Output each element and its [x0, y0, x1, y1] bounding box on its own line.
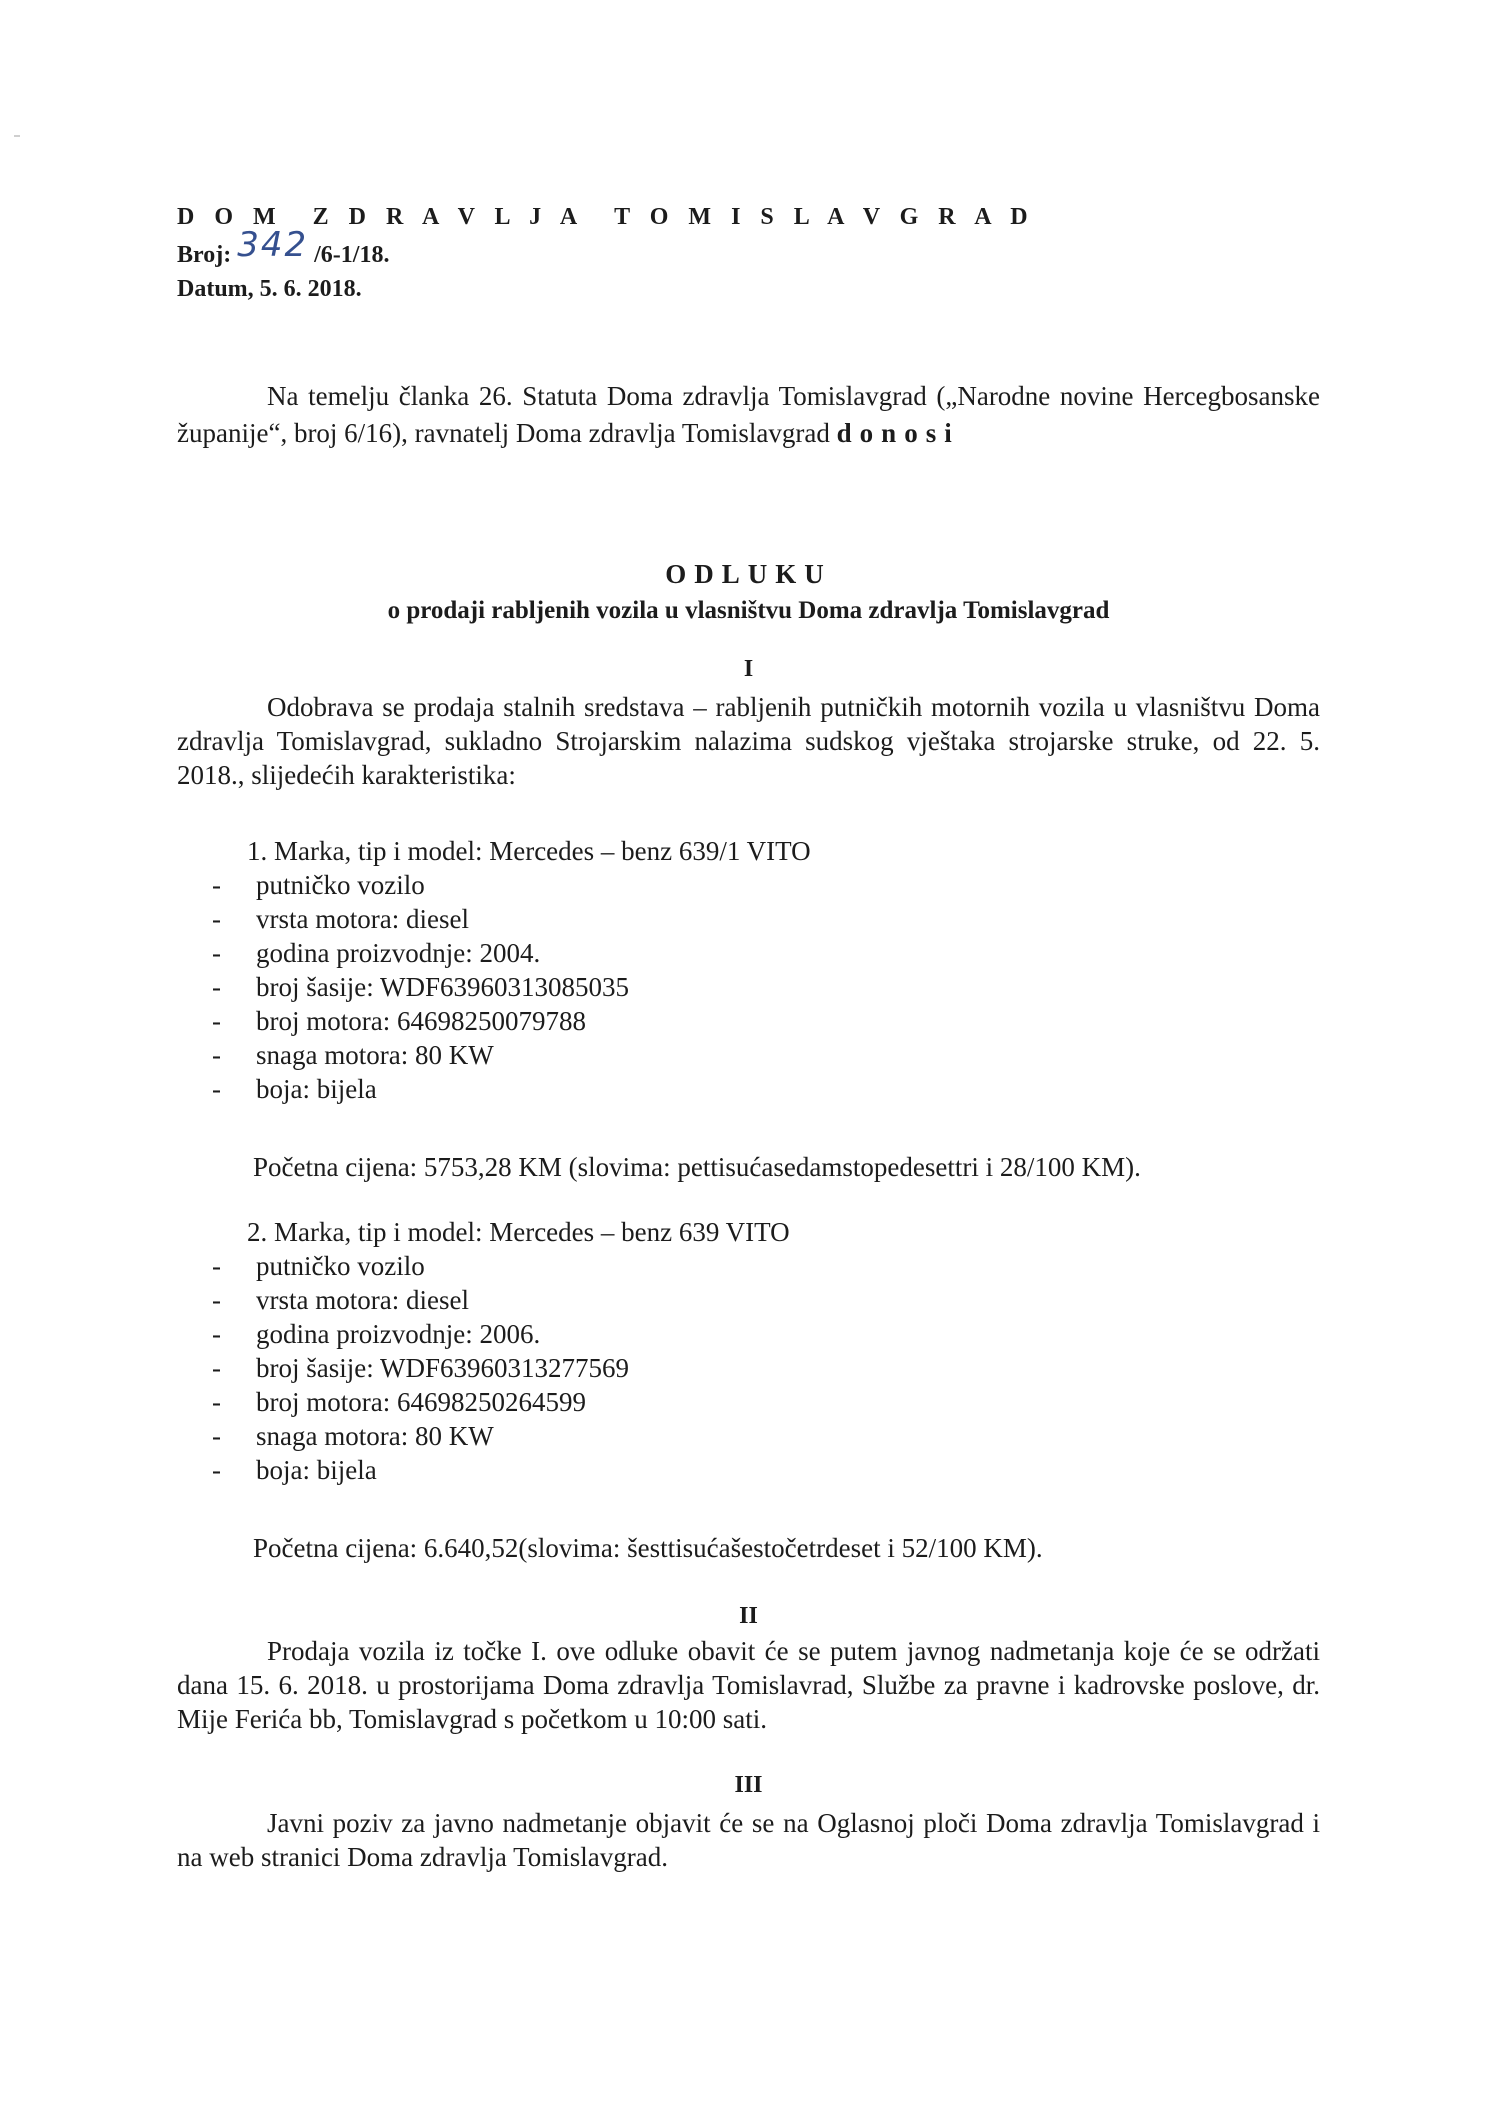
- section-numeral-2: II: [739, 1603, 758, 1629]
- section-numeral-1: I: [743, 656, 754, 682]
- intro-paragraph: [177, 378, 1320, 452]
- number-label: Broj:: [177, 242, 232, 268]
- vehicle-2-price: Početna cijena: 6.640,52(slovima: šesttisućašestočetrdeset i 52/100 KM).: [253, 1533, 1043, 1563]
- section-3-text: Javni poziv za javno nadmetanje objavit će se na Oglasnoj ploči Doma zdravlja Tomislavgrad i na web stranici Doma zdravlja Tomislavgrad.: [177, 1808, 1320, 1872]
- vehicle-attribute: - boja: bijela: [208, 1072, 629, 1106]
- vehicle-attribute: - godina proizvodnje: 2004.: [208, 936, 629, 970]
- intro-text: Na temelju članka 26. Statuta Doma zdravlja Tomislavgrad („Narodne novine Hercegbosanske županije“, broj 6/16), ravnatelj Doma zdravlja Tomislavgrad: [177, 381, 1320, 448]
- vehicle-attribute: - putničko vozilo: [208, 1249, 629, 1283]
- vehicle-1-heading: 1. Marka, tip i model: Mercedes – benz 639/1 VITO: [247, 836, 811, 866]
- vehicle-attribute: - broj šasije: WDF63960313085035: [208, 970, 629, 1004]
- section-2-text: Prodaja vozila iz točke I. ove odluke obavit će se putem javnog nadmetanja koje će se održati dana 15. 6. 2018. u prostorijama Doma zdravlja Tomislavrad, Službe za pravne i kadrovske poslove, dr. Mije Ferića bb, Tomislavgrad s početkom u 10:00 sati.: [177, 1636, 1320, 1734]
- vehicle-attribute: - boja: bijela: [208, 1453, 629, 1487]
- vehicle-attribute: - broj šasije: WDF63960313277569: [208, 1351, 629, 1385]
- document-date: Datum, 5. 6. 2018.: [177, 276, 362, 302]
- institution-word-1: D O M: [177, 204, 283, 230]
- reference-number: [177, 225, 1035, 272]
- vehicle-attribute: - vrsta motora: diesel: [208, 902, 629, 936]
- vehicle-attribute: - broj motora: 64698250264599: [208, 1385, 629, 1419]
- vehicle-attribute: - godina proizvodnje: 2006.: [208, 1317, 629, 1351]
- handwritten-number: 342: [237, 225, 309, 265]
- vehicle-2-attributes: [208, 1249, 629, 1487]
- institution-word-3: T O M I S L A V G R A D: [614, 204, 1035, 230]
- institution-word-2: Z D R A V L J A: [312, 204, 585, 230]
- vehicle-attribute: - vrsta motora: diesel: [208, 1283, 629, 1317]
- title-subtitle: o prodaji rabljenih vozila u vlasništvu Doma zdravlja Tomislavgrad: [387, 597, 1110, 624]
- scan-speck: [14, 135, 20, 137]
- vehicle-attribute: - snaga motora: 80 KW: [208, 1038, 629, 1072]
- vehicle-1-price: Početna cijena: 5753,28 KM (slovima: pettisućasedamstopedesettri i 28/100 KM).: [253, 1152, 1141, 1182]
- vehicle-attribute: - putničko vozilo: [208, 868, 629, 902]
- vehicle-1-attributes: [208, 868, 629, 1106]
- vehicle-attribute: - broj motora: 64698250079788: [208, 1004, 629, 1038]
- section-1-text: Odobrava se prodaja stalnih sredstava – rabljenih putničkih motornih vozila u vlasništvu Doma zdravlja Tomislavgrad, sukladno Strojarskim nalazima sudskog vještaka strojarske struke, od 22. 5. 2018., slijedećih karakteristika:: [177, 692, 1320, 790]
- title-main: ODLUKU: [665, 559, 832, 589]
- intro-emphasis: donosi: [836, 418, 960, 448]
- document-header: [177, 200, 1035, 306]
- decision-title: [177, 556, 1320, 630]
- number-suffix: /6-1/18.: [314, 242, 390, 268]
- vehicle-attribute: - snaga motora: 80 KW: [208, 1419, 629, 1453]
- section-numeral-3: III: [734, 1772, 763, 1798]
- vehicle-2-heading: 2. Marka, tip i model: Mercedes – benz 639 VITO: [247, 1217, 790, 1247]
